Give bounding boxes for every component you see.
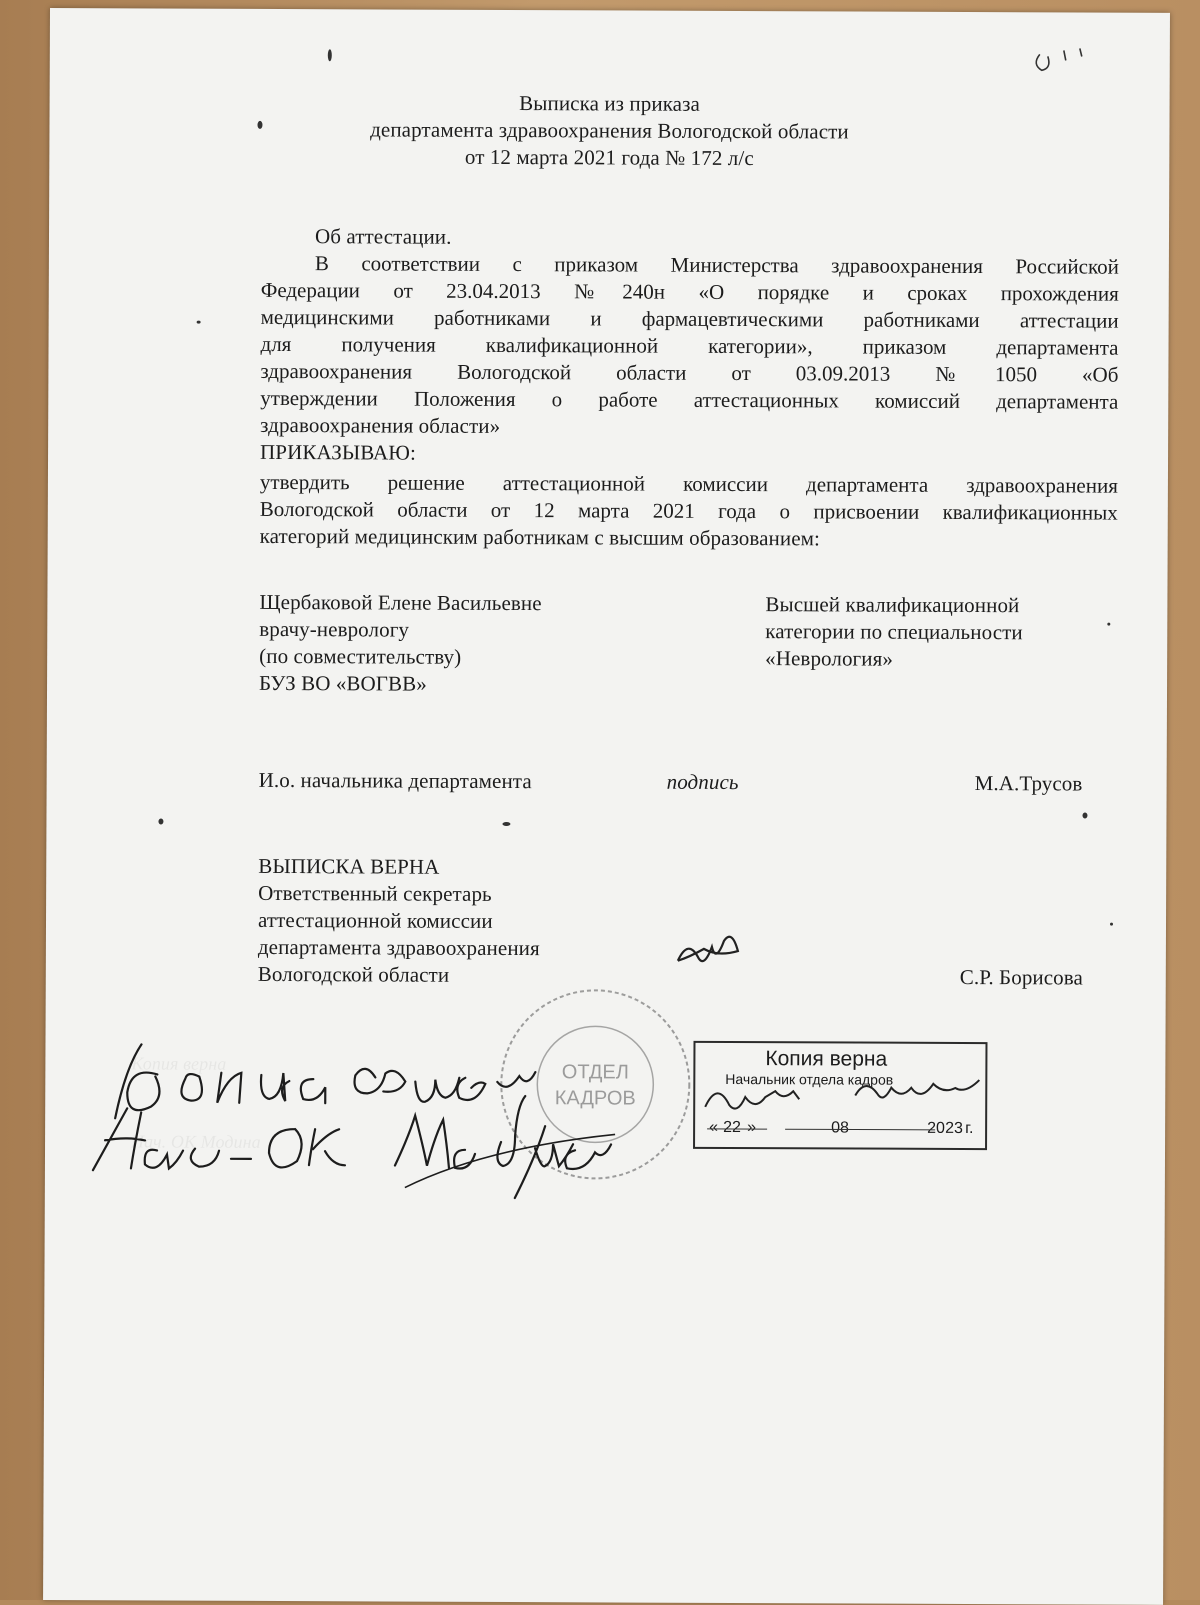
copy-stamp-day: 22 [723, 1118, 741, 1137]
copy-stamp-year-suffix: 23 [945, 1119, 963, 1137]
certification-title: аттестационной комиссии [257, 907, 493, 933]
preamble-line: Федерации от 23.04.2013 №240н «О порядке и сроках прохождения [260, 277, 1119, 306]
stamp-signature [705, 1079, 979, 1110]
certification-title: Ответственный секретарь [258, 880, 492, 906]
employee-position: врачу-неврологу [259, 616, 410, 642]
certifier-signature [678, 937, 738, 962]
certification-title: департамента здравоохранения [257, 934, 540, 961]
doc-title: Выписка из приказа [519, 91, 701, 116]
speck [502, 822, 510, 826]
speck [1107, 623, 1110, 626]
copy-stamp-subtitle: Начальник отдела кадров [725, 1070, 894, 1088]
document-page [43, 8, 1170, 1605]
employee-name: Щербаковой Елене Васильевне [259, 589, 542, 616]
speck [328, 49, 332, 61]
preamble-line: В соответствии с приказом Министерства здравоохранения Российской [314, 251, 1119, 279]
speck [197, 321, 201, 324]
copy-stamp-title: Копия верна [765, 1047, 888, 1071]
copy-stamp-year-prefix: 20 [927, 1119, 945, 1137]
decision-line: утвердить решение аттестационной комиссии департамента здравоохранения [259, 469, 1118, 498]
stamp-date-underline [707, 1129, 935, 1130]
round-seal-line1: ОТДЕЛ [561, 1061, 629, 1084]
category-line: категории по специальности [765, 619, 1023, 645]
handwriting-line1: Копия верна [131, 1053, 227, 1074]
category-line: Высшей квалификационной [765, 592, 1020, 618]
decision-line: Вологодской области от 12 марта 2021 года о присвоении квалификационных [259, 496, 1118, 525]
decision-line: категорий медицинским работникам с высшим образованием: [259, 523, 821, 551]
ink-overlay [43, 8, 1170, 1605]
signatory-name: М.А.Трусов [974, 771, 1083, 796]
certifier-name: С.Р. Борисова [959, 964, 1084, 990]
employee-organization: БУЗ ВО «ВОГВВ» [259, 670, 427, 696]
category-line: «Неврология» [765, 646, 894, 671]
copy-stamp-date: « 22 » 08 20 23 г. [709, 1118, 974, 1138]
corner-mark [1036, 48, 1082, 70]
certification-heading: ВЫПИСКА ВЕРНА [258, 853, 440, 879]
order-word: ПРИКАЗЫВАЮ: [260, 439, 416, 465]
signature-placeholder: подпись [666, 769, 739, 795]
copy-stamp-year-unit: г. [965, 1120, 974, 1138]
preamble-line: здравоохранения области» [260, 412, 501, 438]
speck [1110, 923, 1113, 926]
speck [1082, 813, 1087, 819]
employee-employment: (по совместительству) [259, 643, 462, 669]
preamble-line: для получения квалификационной категории», приказом департамента [260, 331, 1119, 360]
preamble-line: медицинскими работниками и фармацевтическими работниками аттестации [260, 304, 1119, 333]
certification-title: Вологодской области [257, 961, 450, 987]
handwriting-line2: Нач. ОК Модина [131, 1131, 261, 1152]
doc-date-number: от 12 марта 2021 года № 172 л/с [464, 144, 754, 171]
doc-subject: Об аттестации. [314, 224, 452, 249]
copy-stamp-month: 08 [831, 1119, 849, 1137]
round-seal [501, 990, 690, 1179]
doc-issuer: департамента здравоохранения Вологодской области [370, 117, 849, 144]
preamble-line: утверждении Положения о работе аттестационных комиссий департамента [260, 385, 1119, 414]
speck [158, 818, 163, 824]
speck [257, 121, 262, 129]
round-seal-line2: КАДРОВ [554, 1087, 636, 1110]
signatory-title: И.о. начальника департамента [258, 767, 532, 794]
preamble-line: здравоохранения Вологодской области от 03.09.2013 №1050 «Об [260, 358, 1119, 387]
